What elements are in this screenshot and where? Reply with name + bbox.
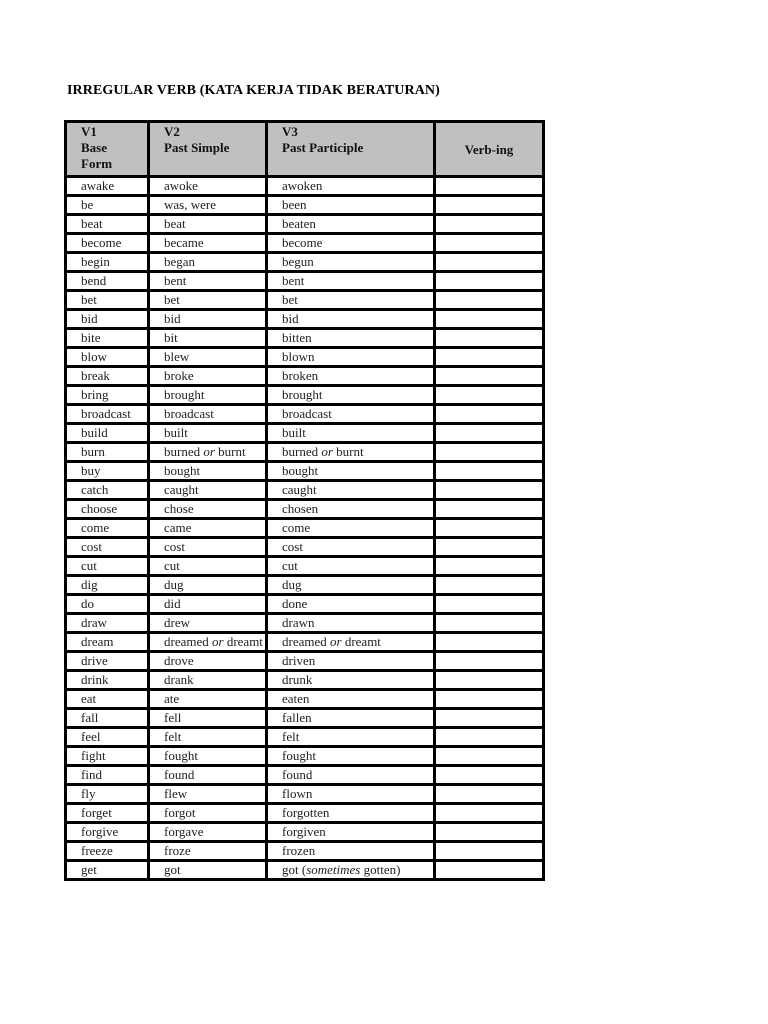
header-v2-code: V2 — [164, 124, 180, 139]
cell-past-participle — [267, 614, 435, 633]
table-row — [66, 329, 544, 348]
cell-text: brought — [164, 387, 205, 402]
table-row — [66, 690, 544, 709]
cell-past-participle — [267, 747, 435, 766]
cell-text: got ( — [282, 862, 307, 877]
cell-base-form: bet — [66, 291, 149, 310]
table-row — [66, 386, 544, 405]
cell-verb-ing[interactable] — [435, 633, 544, 652]
cell-base-form: dig — [66, 576, 149, 595]
cell-verb-ing[interactable] — [435, 386, 544, 405]
cell-past-simple — [149, 652, 267, 671]
cell-text: done — [282, 596, 308, 611]
cell-past-participle — [267, 861, 435, 880]
cell-verb-ing[interactable] — [435, 747, 544, 766]
cell-text: broadcast — [164, 406, 214, 421]
cell-text: dreamt — [341, 634, 381, 649]
header-v3-code: V3 — [282, 124, 298, 139]
cell-text: came — [164, 520, 192, 535]
cell-past-participle — [267, 481, 435, 500]
cell-verb-ing[interactable] — [435, 177, 544, 196]
cell-past-participle — [267, 633, 435, 652]
cell-verb-ing[interactable] — [435, 671, 544, 690]
cell-text: bought — [282, 463, 319, 478]
cell-past-simple — [149, 804, 267, 823]
cell-past-simple — [149, 177, 267, 196]
cell-verb-ing[interactable] — [435, 785, 544, 804]
table-row — [66, 823, 544, 842]
cell-past-simple — [149, 310, 267, 329]
cell-past-simple — [149, 196, 267, 215]
table-row — [66, 633, 544, 652]
cell-past-simple — [149, 348, 267, 367]
table-row — [66, 234, 544, 253]
cell-text: caught — [164, 482, 199, 497]
cell-past-participle — [267, 804, 435, 823]
cell-text: blew — [164, 349, 190, 364]
table-row — [66, 196, 544, 215]
cell-text: burnt — [214, 444, 246, 459]
cell-past-participle — [267, 519, 435, 538]
cell-text: awoken — [282, 178, 323, 193]
cell-text: chose — [164, 501, 194, 516]
cell-verb-ing[interactable] — [435, 443, 544, 462]
cell-verb-ing[interactable] — [435, 709, 544, 728]
cell-text: bid — [164, 311, 181, 326]
table-row — [66, 348, 544, 367]
table-row — [66, 576, 544, 595]
cell-past-participle — [267, 842, 435, 861]
table-row — [66, 861, 544, 880]
cell-text: fallen — [282, 710, 312, 725]
cell-text: beaten — [282, 216, 316, 231]
cell-base-form: bend — [66, 272, 149, 291]
cell-base-form: be — [66, 196, 149, 215]
cell-verb-ing[interactable] — [435, 234, 544, 253]
table-row — [66, 367, 544, 386]
cell-text: found — [164, 767, 195, 782]
cell-past-simple — [149, 709, 267, 728]
cell-verb-ing[interactable] — [435, 595, 544, 614]
cell-verb-ing[interactable] — [435, 766, 544, 785]
cell-past-participle — [267, 386, 435, 405]
cell-base-form: find — [66, 766, 149, 785]
cell-text: chosen — [282, 501, 319, 516]
table-row — [66, 614, 544, 633]
cell-base-form: fall — [66, 709, 149, 728]
cell-base-form: fly — [66, 785, 149, 804]
cell-past-participle — [267, 443, 435, 462]
cell-past-participle — [267, 253, 435, 272]
cell-text: found — [282, 767, 313, 782]
cell-text: fought — [282, 748, 316, 763]
cell-past-participle — [267, 291, 435, 310]
cell-past-simple — [149, 690, 267, 709]
cell-text: broadcast — [282, 406, 332, 421]
cell-verb-ing[interactable] — [435, 253, 544, 272]
cell-verb-ing[interactable] — [435, 291, 544, 310]
cell-past-participle — [267, 367, 435, 386]
cell-past-simple — [149, 785, 267, 804]
cell-base-form: feel — [66, 728, 149, 747]
cell-past-simple — [149, 253, 267, 272]
cell-base-form: buy — [66, 462, 149, 481]
cell-text: froze — [164, 843, 191, 858]
header-v3-label: Past Participle — [282, 140, 364, 155]
cell-past-simple — [149, 462, 267, 481]
header-v2 — [149, 122, 267, 177]
table-body — [66, 177, 544, 880]
cell-past-simple — [149, 329, 267, 348]
cell-verb-ing[interactable] — [435, 842, 544, 861]
cell-base-form: bite — [66, 329, 149, 348]
cell-text: bit — [164, 330, 178, 345]
cell-text: come — [282, 520, 311, 535]
cell-base-form: begin — [66, 253, 149, 272]
cell-text: cost — [282, 539, 303, 554]
cell-past-simple — [149, 500, 267, 519]
cell-text: driven — [282, 653, 316, 668]
cell-text: drawn — [282, 615, 315, 630]
cell-past-participle — [267, 652, 435, 671]
cell-past-participle — [267, 709, 435, 728]
cell-past-simple — [149, 386, 267, 405]
cell-verb-ing[interactable] — [435, 310, 544, 329]
cell-verb-ing[interactable] — [435, 348, 544, 367]
cell-text: built — [164, 425, 188, 440]
table-row — [66, 652, 544, 671]
table-row — [66, 538, 544, 557]
cell-past-participle — [267, 766, 435, 785]
table-header-row — [66, 122, 544, 177]
cell-text: broken — [282, 368, 319, 383]
cell-verb-ing[interactable] — [435, 823, 544, 842]
cell-text: drove — [164, 653, 194, 668]
cell-past-participle — [267, 576, 435, 595]
cell-past-simple — [149, 405, 267, 424]
cell-text: burned — [164, 444, 204, 459]
cell-verb-ing[interactable] — [435, 652, 544, 671]
cell-past-participle — [267, 557, 435, 576]
cell-past-simple — [149, 842, 267, 861]
cell-text: awoke — [164, 178, 198, 193]
cell-text: fought — [164, 748, 198, 763]
header-v1 — [66, 122, 149, 177]
cell-past-participle — [267, 671, 435, 690]
cell-text: beat — [164, 216, 186, 231]
cell-text: brought — [282, 387, 323, 402]
cell-verb-ing[interactable] — [435, 405, 544, 424]
cell-base-form: dream — [66, 633, 149, 652]
table-row — [66, 215, 544, 234]
cell-past-participle — [267, 177, 435, 196]
cell-text: ate — [164, 691, 180, 706]
cell-base-form: bid — [66, 310, 149, 329]
header-v2-label: Past Simple — [164, 140, 230, 155]
cell-past-participle — [267, 785, 435, 804]
cell-verb-ing[interactable] — [435, 196, 544, 215]
header-v1-code: V1 — [81, 124, 97, 139]
cell-base-form: fight — [66, 747, 149, 766]
cell-text: caught — [282, 482, 317, 497]
cell-past-participle — [267, 728, 435, 747]
table-row — [66, 462, 544, 481]
cell-verb-ing[interactable] — [435, 861, 544, 880]
cell-verb-ing[interactable] — [435, 272, 544, 291]
cell-past-simple — [149, 861, 267, 880]
cell-base-form: eat — [66, 690, 149, 709]
cell-verb-ing[interactable] — [435, 329, 544, 348]
cell-base-form: cost — [66, 538, 149, 557]
cell-past-participle — [267, 234, 435, 253]
table-row — [66, 405, 544, 424]
cell-text: drunk — [282, 672, 313, 687]
table-row — [66, 177, 544, 196]
table-row — [66, 766, 544, 785]
cell-text: eaten — [282, 691, 310, 706]
cell-text: burnt — [332, 444, 364, 459]
cell-past-simple — [149, 538, 267, 557]
cell-base-form: become — [66, 234, 149, 253]
table-row — [66, 747, 544, 766]
cell-past-simple — [149, 747, 267, 766]
cell-past-participle — [267, 196, 435, 215]
italic-connector: or — [203, 444, 215, 459]
table-row — [66, 424, 544, 443]
cell-verb-ing[interactable] — [435, 215, 544, 234]
cell-text: did — [164, 596, 181, 611]
table-row — [66, 272, 544, 291]
cell-past-simple — [149, 576, 267, 595]
cell-text: bitten — [282, 330, 312, 345]
cell-past-simple — [149, 443, 267, 462]
cell-text: gotten) — [360, 862, 401, 877]
cell-text: fell — [164, 710, 182, 725]
cell-text: got — [164, 862, 181, 877]
cell-text: forgiven — [282, 824, 326, 839]
cell-text: blown — [282, 349, 315, 364]
cell-past-simple — [149, 272, 267, 291]
table-row — [66, 595, 544, 614]
header-v1-line1: Base — [81, 140, 107, 155]
cell-past-simple — [149, 766, 267, 785]
cell-past-participle — [267, 462, 435, 481]
cell-text: frozen — [282, 843, 316, 858]
cell-base-form: get — [66, 861, 149, 880]
cell-text: drank — [164, 672, 194, 687]
cell-past-participle — [267, 215, 435, 234]
cell-verb-ing[interactable] — [435, 424, 544, 443]
italic-connector: sometimes — [306, 862, 361, 877]
cell-text: flew — [164, 786, 188, 801]
italic-connector: or — [330, 634, 342, 649]
table-row — [66, 253, 544, 272]
cell-base-form: blow — [66, 348, 149, 367]
cell-text: cut — [164, 558, 180, 573]
cell-text: dug — [282, 577, 302, 592]
cell-base-form: break — [66, 367, 149, 386]
table-row — [66, 804, 544, 823]
cell-past-participle — [267, 424, 435, 443]
cell-base-form: build — [66, 424, 149, 443]
table-row — [66, 557, 544, 576]
cell-text: dreamt — [223, 634, 263, 649]
cell-text: broke — [164, 368, 194, 383]
cell-base-form: forget — [66, 804, 149, 823]
cell-past-participle — [267, 823, 435, 842]
cell-text: cut — [282, 558, 298, 573]
cell-base-form: drive — [66, 652, 149, 671]
cell-text: built — [282, 425, 306, 440]
cell-past-simple — [149, 614, 267, 633]
table-row — [66, 481, 544, 500]
cell-verb-ing[interactable] — [435, 557, 544, 576]
cell-text: burned — [282, 444, 322, 459]
cell-text: forgot — [164, 805, 196, 820]
cell-past-participle — [267, 538, 435, 557]
cell-past-simple — [149, 234, 267, 253]
cell-text: bet — [164, 292, 180, 307]
cell-verb-ing[interactable] — [435, 462, 544, 481]
cell-verb-ing[interactable] — [435, 804, 544, 823]
table-row — [66, 500, 544, 519]
cell-base-form: awake — [66, 177, 149, 196]
cell-verb-ing[interactable] — [435, 614, 544, 633]
cell-verb-ing[interactable] — [435, 500, 544, 519]
cell-text: bent — [164, 273, 187, 288]
cell-base-form: freeze — [66, 842, 149, 861]
cell-past-participle — [267, 595, 435, 614]
cell-base-form: do — [66, 595, 149, 614]
header-v1-line2: Form — [81, 156, 113, 171]
cell-text: drew — [164, 615, 190, 630]
cell-past-simple — [149, 728, 267, 747]
cell-base-form: forgive — [66, 823, 149, 842]
cell-past-simple — [149, 519, 267, 538]
cell-base-form: burn — [66, 443, 149, 462]
cell-base-form: catch — [66, 481, 149, 500]
cell-text: forgave — [164, 824, 204, 839]
cell-past-participle — [267, 310, 435, 329]
cell-base-form: draw — [66, 614, 149, 633]
cell-past-participle — [267, 272, 435, 291]
cell-past-simple — [149, 215, 267, 234]
cell-base-form: bring — [66, 386, 149, 405]
cell-verb-ing[interactable] — [435, 690, 544, 709]
cell-past-participle — [267, 690, 435, 709]
document-title: IRREGULAR VERB (KATA KERJA TIDAK BERATURAN) — [67, 83, 440, 98]
table-row — [66, 728, 544, 747]
cell-text: bid — [282, 311, 299, 326]
cell-verb-ing[interactable] — [435, 576, 544, 595]
cell-past-simple — [149, 557, 267, 576]
cell-text: flown — [282, 786, 313, 801]
cell-past-simple — [149, 481, 267, 500]
cell-past-participle — [267, 348, 435, 367]
cell-base-form: choose — [66, 500, 149, 519]
cell-text: dreamed — [164, 634, 213, 649]
cell-text: felt — [282, 729, 300, 744]
table-row — [66, 443, 544, 462]
cell-past-simple — [149, 823, 267, 842]
cell-verb-ing[interactable] — [435, 481, 544, 500]
italic-connector: or — [212, 634, 224, 649]
cell-past-simple — [149, 671, 267, 690]
cell-base-form: cut — [66, 557, 149, 576]
cell-past-simple — [149, 367, 267, 386]
cell-past-participle — [267, 329, 435, 348]
table-row — [66, 842, 544, 861]
irregular-verb-table — [64, 120, 545, 881]
cell-text: bought — [164, 463, 201, 478]
header-v3 — [267, 122, 435, 177]
header-verb-ing: Verb-ing — [435, 122, 544, 177]
cell-base-form: come — [66, 519, 149, 538]
cell-past-simple — [149, 595, 267, 614]
cell-verb-ing[interactable] — [435, 728, 544, 747]
table-row — [66, 785, 544, 804]
cell-text: begun — [282, 254, 314, 269]
cell-verb-ing[interactable] — [435, 538, 544, 557]
table-row — [66, 310, 544, 329]
cell-base-form: broadcast — [66, 405, 149, 424]
cell-text: bet — [282, 292, 298, 307]
cell-base-form: beat — [66, 215, 149, 234]
cell-past-participle — [267, 500, 435, 519]
cell-text: dreamed — [282, 634, 331, 649]
cell-base-form: drink — [66, 671, 149, 690]
cell-text: became — [164, 235, 204, 250]
table-row — [66, 519, 544, 538]
cell-past-participle — [267, 405, 435, 424]
cell-text: become — [282, 235, 323, 250]
cell-text: felt — [164, 729, 182, 744]
cell-text: forgotten — [282, 805, 330, 820]
cell-verb-ing[interactable] — [435, 519, 544, 538]
cell-verb-ing[interactable] — [435, 367, 544, 386]
cell-past-simple — [149, 424, 267, 443]
cell-text: been — [282, 197, 307, 212]
cell-past-simple — [149, 291, 267, 310]
italic-connector: or — [321, 444, 333, 459]
cell-text: was, were — [164, 197, 216, 212]
table-row — [66, 709, 544, 728]
table-row — [66, 671, 544, 690]
cell-text: dug — [164, 577, 184, 592]
cell-past-simple — [149, 633, 267, 652]
table-row — [66, 291, 544, 310]
cell-text: bent — [282, 273, 305, 288]
cell-text: cost — [164, 539, 185, 554]
cell-text: began — [164, 254, 196, 269]
